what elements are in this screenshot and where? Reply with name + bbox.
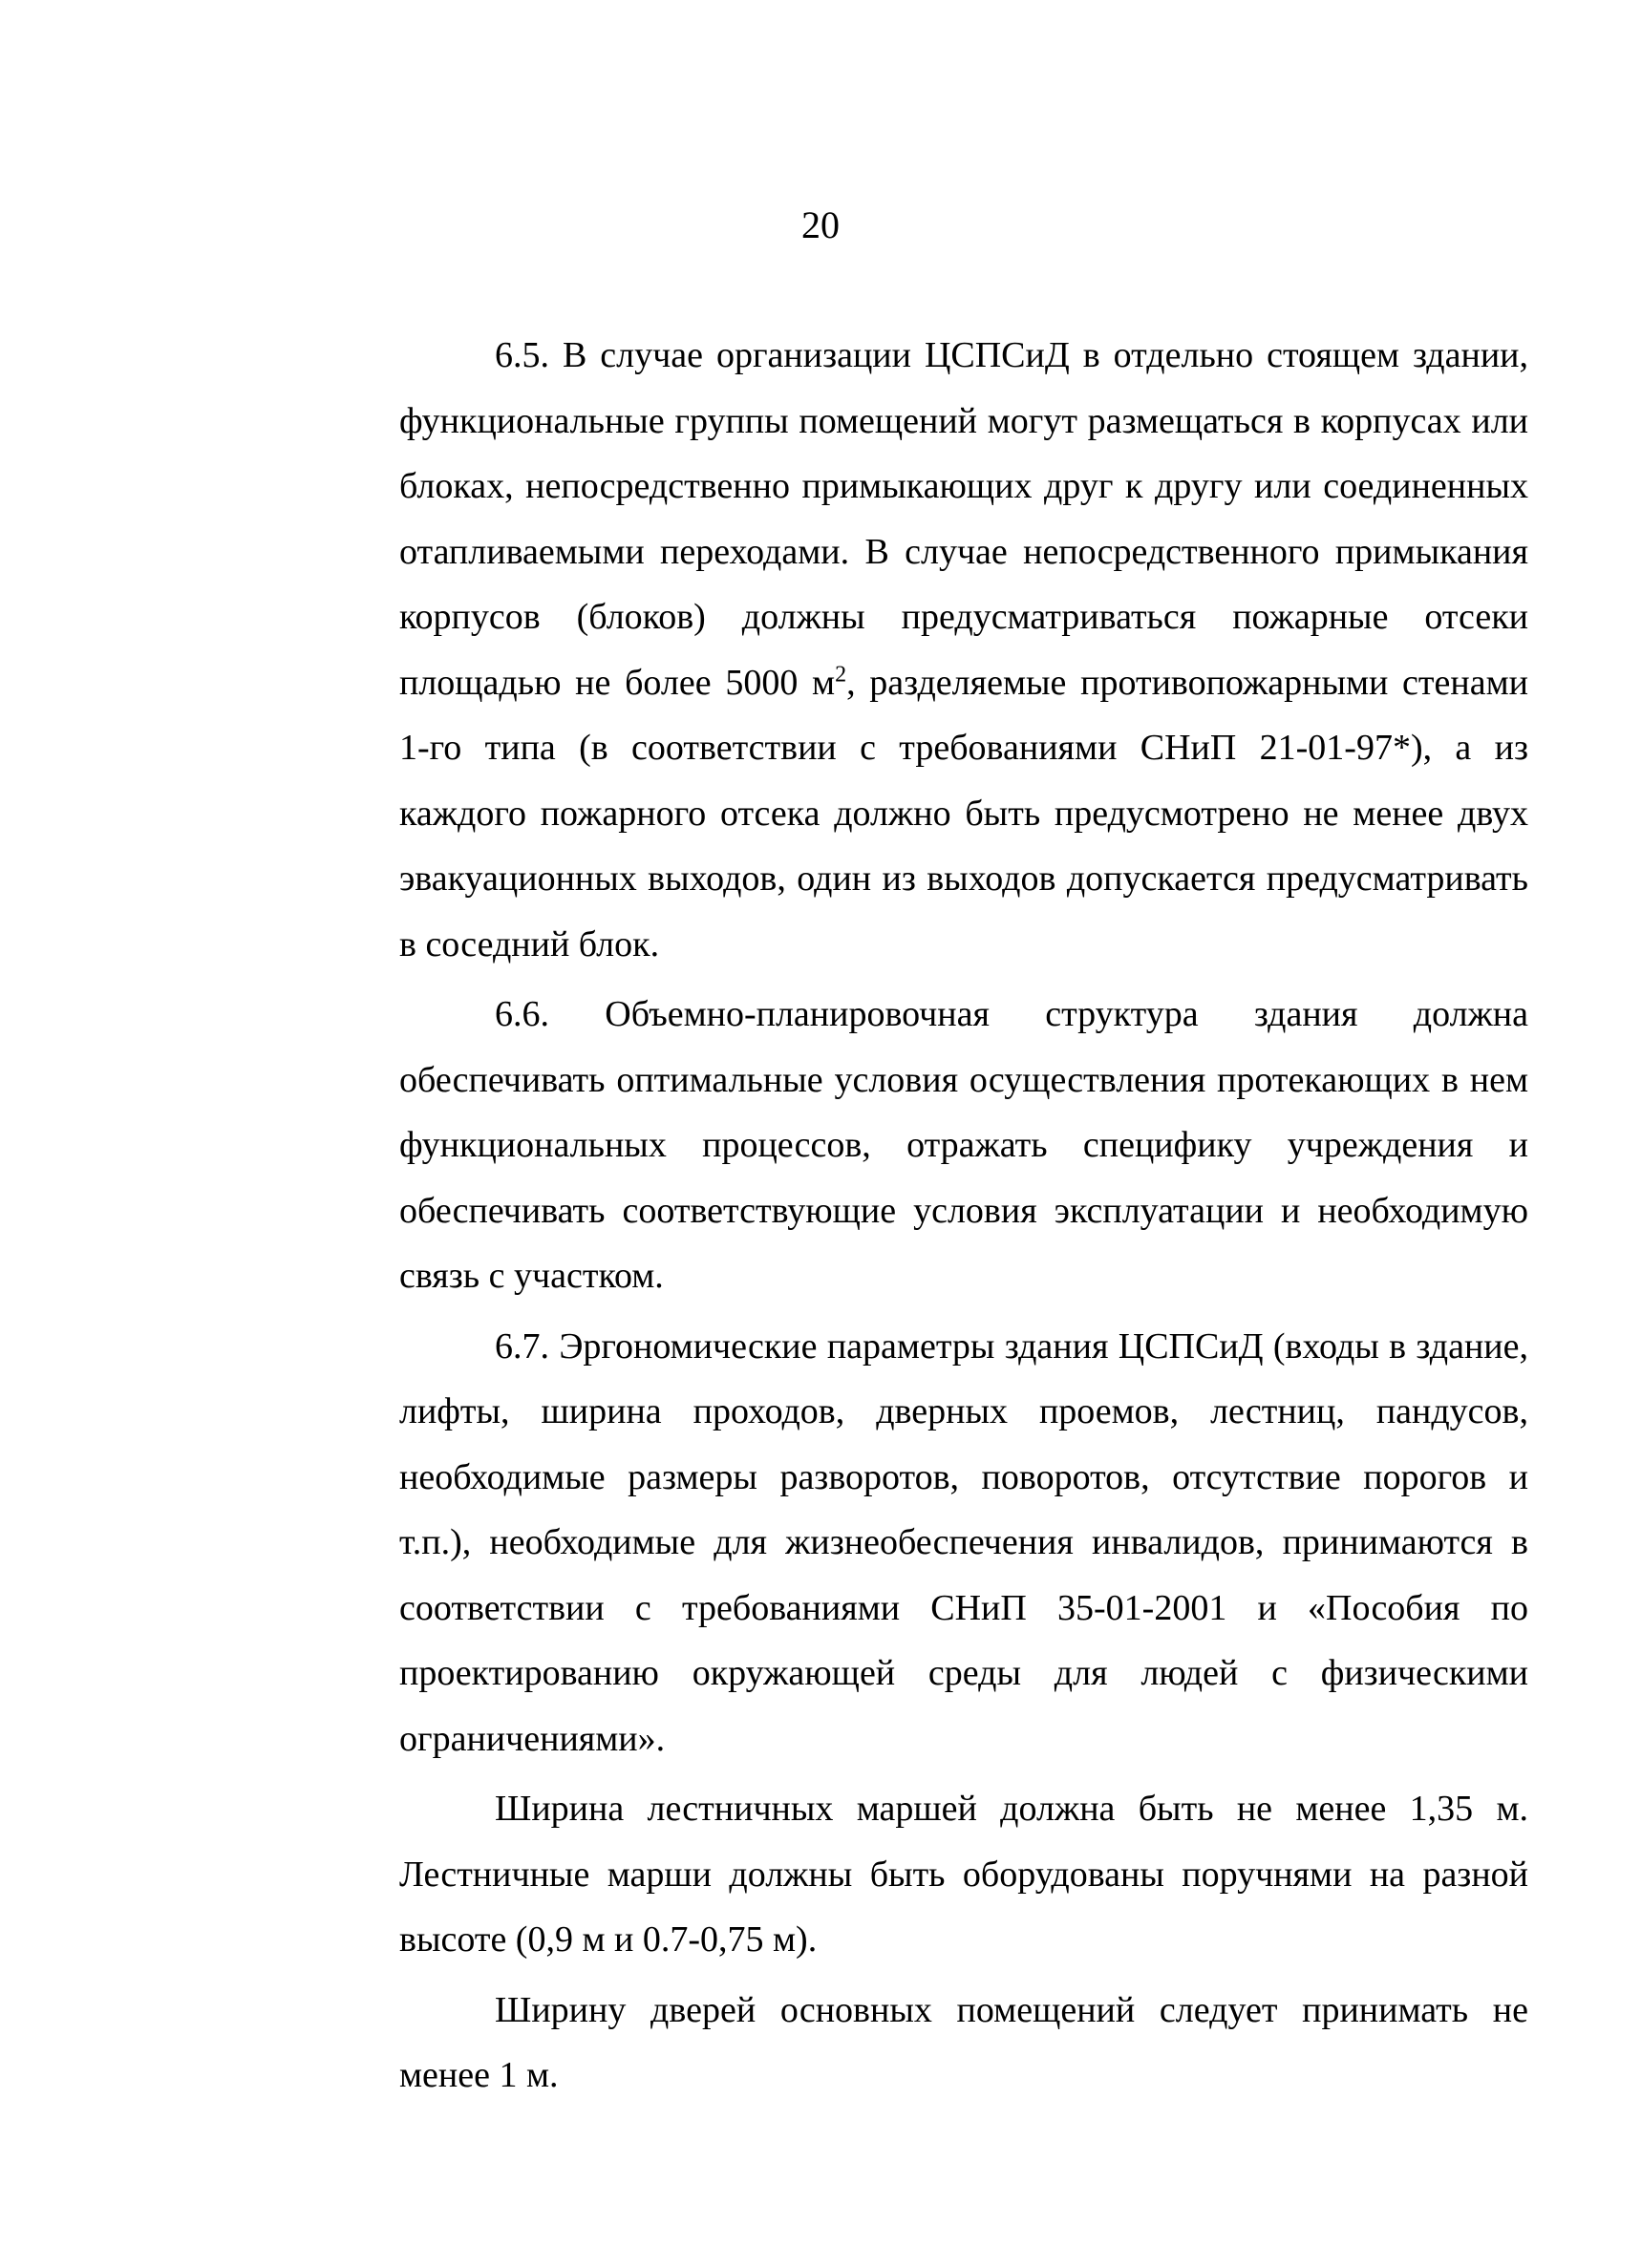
paragraph-6-5 xyxy=(399,323,1528,977)
paragraph-stair-width: Ширина лестничных маршей должна быть не менее 1,35 м. Лестничные марши должны быть оборудованы поручнями на разной высоте (0,9 м и 0.7-0,75 м). xyxy=(399,1789,1528,1960)
paragraph-6-5-text: 6.5. В случае организации ЦСПСиД в отдельно стоящем здании, функциональные группы помещений могут размещаться в корпусах или блоках, непосредственно примыкающих друг к другу или соединенных отапливаемыми переходами. В случае непосредственного примыкания корпусов (блоков) должны предусматриваться пожарные отсеки площадью не более 5000 м xyxy=(399,335,1528,703)
document-body xyxy=(399,323,1528,2113)
area-unit-superscript: 2 xyxy=(835,661,847,687)
paragraph-6-6: 6.6. Объемно-планировочная структура здания должна обеспечивать оптимальные условия осуществления протекающих в нем функциональных процессов, отражать специфику учреждения и обеспечивать соответствующие условия эксплуатации и необходимую связь с участком. xyxy=(399,994,1528,1296)
paragraph-6-5-text-continued: , разделяемые противопожарными стенами 1-го типа (в соответствии с требованиями СНиП 21-01-97*), а из каждого пожарного отсека должно быть предусмотрено не менее двух эвакуационных выходов, один из выходов допускается предусматривать в соседний блок. xyxy=(399,662,1528,964)
paragraph-door-width: Ширину дверей основных помещений следует принимать не менее 1 м. xyxy=(399,1989,1528,2095)
paragraph-6-7: 6.7. Эргономические параметры здания ЦСПСиД (входы в здание, лифты, ширина проходов, дверных проемов, лестниц, пандусов, необходимые размеры разворотов, поворотов, отсутствие порогов и т.п.), необходимые для жизнеобеспечения инвалидов, принимаются в соответствии с требованиями СНиП 35-01-2001 и «Пособия по проектированию окружающей среды для людей с физическими ограничениями». xyxy=(399,1325,1528,1759)
page-number: 20 xyxy=(801,203,840,246)
